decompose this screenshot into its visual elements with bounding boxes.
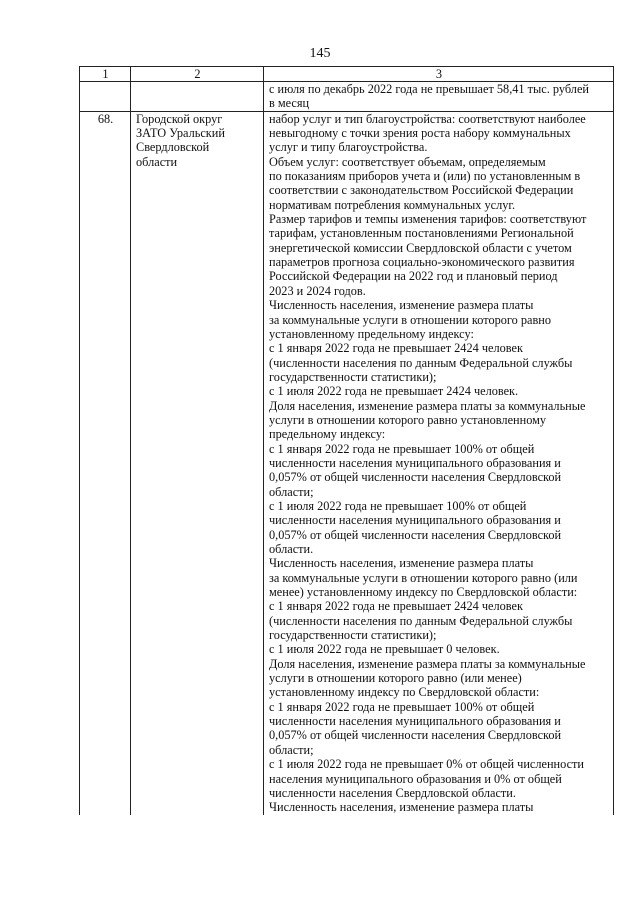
territory-cell xyxy=(131,111,264,814)
header-col-2: 2 xyxy=(131,67,264,82)
content-line: предельному индексу: xyxy=(269,427,386,442)
table-header-row xyxy=(80,67,614,82)
content-line: области; xyxy=(269,742,314,757)
content-line: 0,057% от общей численности населения Свердловской xyxy=(269,527,562,542)
content-line: тарифам, установленным постановлениями Региональной xyxy=(269,226,574,241)
content-line: установленному предельному индексу: xyxy=(269,326,474,341)
content-line: Российской Федерации на 2022 год и плановый период xyxy=(269,269,558,284)
content-line: Численность населения, изменение размера платы xyxy=(269,556,534,571)
territory-line: Свердловской xyxy=(136,140,210,155)
content-line: за коммунальные услуги в отношении которого равно (или xyxy=(269,570,578,585)
territory-line: области xyxy=(136,154,178,169)
content-line: Доля населения, изменение размера платы за коммунальные xyxy=(269,656,586,671)
content-line: соответствии с законодательством Российской Федерации xyxy=(269,183,574,198)
content-line: (численности населения по данным Федеральной службы xyxy=(269,355,573,370)
content-cell xyxy=(264,111,614,814)
content-line: численности населения муниципального образования и xyxy=(269,513,561,528)
content-line: энергетической комиссии Свердловской области с учетом xyxy=(269,240,572,255)
content-line: Численность населения, изменение размера платы xyxy=(269,800,534,815)
content-line: 2023 и 2024 годов. xyxy=(269,283,366,298)
content-line: с 1 июля 2022 года не превышает 0% от общей численности xyxy=(269,757,585,772)
content-line: (численности населения по данным Федеральной службы xyxy=(269,613,573,628)
content-line: Численность населения, изменение размера платы xyxy=(269,298,534,313)
content-line: 0,057% от общей численности населения Свердловской xyxy=(269,470,562,485)
document-table xyxy=(79,66,614,815)
continuation-row xyxy=(80,82,614,112)
content-line: набор услуг и тип благоустройства: соответствуют наиболее xyxy=(269,111,586,126)
text-line: с июля по декабрь 2022 года не превышает 58,41 тыс. рублей xyxy=(269,82,589,96)
header-col-3: 3 xyxy=(264,67,614,82)
content-line: услуги в отношении которого равно установленному xyxy=(269,412,547,427)
header-col-1: 1 xyxy=(80,67,131,82)
continuation-col-2 xyxy=(131,82,264,112)
content-line: за коммунальные услуги в отношении которого равно xyxy=(269,312,552,327)
content-line: с 1 июля 2022 года не превышает 0 человек. xyxy=(269,642,500,657)
content-line: государственности статистики); xyxy=(269,628,437,643)
content-line: области; xyxy=(269,484,314,499)
content-line: с 1 января 2022 года не превышает 100% от общей xyxy=(269,699,535,714)
text-line: в месяц xyxy=(269,96,310,111)
content-line: параметров прогноза социально-экономического развития xyxy=(269,255,575,270)
content-line: установленному индексу по Свердловской области: xyxy=(269,685,540,700)
content-line: 0,057% от общей численности населения Свердловской xyxy=(269,728,562,743)
content-line: Доля населения, изменение размера платы за коммунальные xyxy=(269,398,586,413)
content-line: с 1 января 2022 года не превышает 2424 человек xyxy=(269,599,523,614)
content-line: нормативам потребления коммунальных услуг. xyxy=(269,197,516,212)
table-row-68 xyxy=(80,111,614,814)
content-line: численности населения муниципального образования и xyxy=(269,714,561,729)
content-line: Объем услуг: соответствует объемам, определяемым xyxy=(269,154,546,169)
content-line: с 1 июля 2022 года не превышает 100% от общей xyxy=(269,498,527,513)
content-line: с 1 января 2022 года не превышает 100% от общей xyxy=(269,441,535,456)
content-line: области. xyxy=(269,542,314,556)
content-line: государственности статистики); xyxy=(269,369,437,384)
content-line: численности населения муниципального образования и xyxy=(269,455,561,470)
content-line: менее) установленному индексу по Свердловской области: xyxy=(269,585,578,600)
content-line: Размер тарифов и темпы изменения тарифов: соответствуют xyxy=(269,212,587,227)
continuation-text xyxy=(264,82,614,112)
continuation-col-1 xyxy=(80,82,131,112)
page-number: 145 xyxy=(309,46,331,61)
content-line: невыгодному с точки зрения роста набору коммунальных xyxy=(269,126,571,141)
territory-line: ЗАТО Уральский xyxy=(136,126,225,141)
content-line: с 1 июля 2022 года не превышает 2424 человек. xyxy=(269,384,519,399)
content-line: населения муниципального образования и 0% от общей xyxy=(269,771,562,786)
row-number: 68. xyxy=(80,111,131,814)
content-line: численности населения Свердловской области. xyxy=(269,785,516,800)
territory-line: Городской округ xyxy=(136,111,223,126)
content-line: услуг и типу благоустройства. xyxy=(269,140,428,155)
content-line: с 1 января 2022 года не превышает 2424 человек xyxy=(269,341,523,356)
content-line: по показаниям приборов учета и (или) по установленным в xyxy=(269,169,581,184)
content-line: услуги в отношении которого равно (или менее) xyxy=(269,671,522,686)
